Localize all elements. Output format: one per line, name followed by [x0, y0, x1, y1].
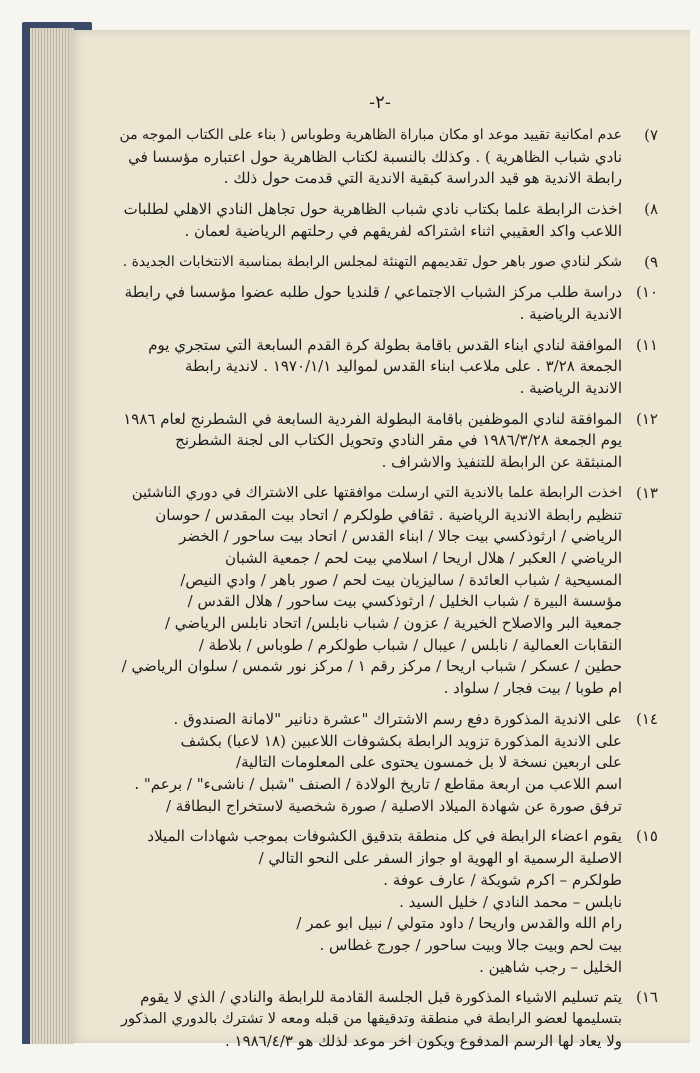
document-page: [70, 30, 690, 1050]
item-text-line: تنظيم رابطة الاندية الرياضية . ثقافي طولكرم / اتحاد بيت المقدس / حوسان: [155, 505, 622, 524]
item-number: ٧): [644, 126, 658, 144]
list-item: [116, 709, 656, 818]
item-number: ٩): [644, 252, 658, 271]
list-item: [116, 335, 656, 400]
item-text-line: بيت لحم وبيت جالا وبيت ساحور / جورج غطاس .: [319, 935, 622, 954]
item-text-line: نادي شباب الظاهرية ) . وكذلك بالنسبة لكتاب الظاهرية حول اعتباره مؤسسا في: [128, 147, 622, 166]
list-item: [116, 282, 656, 325]
item-number: ١٥): [636, 827, 658, 846]
list-item: [116, 483, 656, 700]
item-number: ٨): [644, 200, 658, 219]
item-text-line: بتسليمها لعضو الرابطة في منطقة وتدقيقها من قبله ومعه لا تشترك بالدوري المذكور: [121, 1011, 622, 1028]
item-text-line: يقوم اعضاء الرابطة في كل منطقة بتدقيق الكشوفات بموجب شهادات الميلاد: [147, 827, 622, 846]
item-text-line: رابطة الاندية هو قيد الدراسة كبقية الاندية التي قدمت حول ذلك .: [223, 169, 622, 188]
item-text-line: يوم الجمعة ١٩٨٦/٣/٢٨ في مقر النادي وتحويل الكتاب الى لجنة الشطرنج: [175, 431, 622, 450]
list-item: [116, 125, 656, 190]
item-text-line: على الاندية المذكورة دفع رسم الاشتراك "عشرة دنانير "لامانة الصندوق .: [173, 709, 622, 728]
item-text-line: ولا يعاد لها الرسم المدفوع ويكون اخر موعد لذلك هو ١٩٨٦/٤/٣ .: [224, 1031, 622, 1050]
item-text-line: الجمعة ٣/٢٨ . على ملاعب ابناء القدس لمواليد ١٩٧٠/١/١ . لاندية رابطة: [184, 357, 622, 376]
item-text-line: الرياضي / العكبر / هلال اريحا / اسلامي بيت لحم / جمعية الشبان: [225, 548, 622, 567]
item-text-line: الاندية الرياضية .: [519, 304, 622, 323]
item-text-line: ام طوبا / بيت فجار / سلواد .: [443, 679, 622, 698]
item-text-line: شكر لنادي صور باهر حول تقديمهم التهنئة لمجلس الرابطة بمناسبة الانتخابات الجديدة .: [122, 253, 622, 270]
item-text-line: الاصلية الرسمية او الهوية او جواز السفر على النحو التالي /: [258, 849, 622, 868]
list-item: [116, 409, 656, 474]
item-text-line: على الاندية المذكورة تزويد الرابطة بكشوفات اللاعبين (١٨ لاعبا) بكشف: [180, 731, 622, 750]
item-text-line: المنبثقة عن الرابطة للتنفيذ والاشراف .: [381, 453, 622, 472]
item-text-line: على اربعين نسخة لا بل خمسون يحتوى على المعلومات التالية/: [236, 753, 622, 772]
item-text-line: المسيحية / شباب العائدة / ساليزيان بيت لحم / صور باهر / وادي النيص/: [180, 570, 622, 589]
minutes-list: [116, 125, 656, 1061]
book-page-edges: [22, 28, 74, 1044]
item-text-line: دراسة طلب مركز الشباب الاجتماعي / قلنديا حول طلبه عضوا مؤسسا في رابطة: [124, 283, 622, 302]
list-item: [116, 987, 656, 1052]
page-number: -٢-: [369, 92, 391, 113]
item-text-line: طولكرم – اكرم شويكة / عارف عوفة .: [383, 870, 622, 889]
item-text-line: ترفق صورة عن شهادة الميلاد الاصلية / صورة شخصية لاستخراج البطاقة /: [165, 796, 622, 815]
item-number: ١٦): [636, 988, 658, 1007]
item-number: ١١): [636, 335, 658, 354]
item-text-line: اسم اللاعب من اربعة مقاطع / تاريخ الولادة / الصنف "شبل / ناشىء" / برعم" .: [134, 774, 622, 793]
item-text-line: يتم تسليم الاشياء المذكورة قبل الجلسة القادمة للرابطة والنادي / الذي لا يقوم: [140, 988, 622, 1007]
item-text-line: النقابات العمالية / نابلس / عيبال / شباب طولكرم / طوباس / بلاطة /: [198, 635, 622, 654]
item-number: ١٣): [636, 483, 658, 502]
item-text-line: الرياضي / ارثوذكسي بيت جالا / ابناء القدس / اتحاد بيت ساحور / الخضر: [179, 527, 622, 546]
item-text-line: اخذت الرابطة علما بكتاب نادي شباب الظاهرية حول تجاهل النادي الاهلي لطلبات: [123, 200, 622, 219]
item-text-line: اللاعب واكد العقيبي اثناء اشتراكه لفريقهم في رحلتهم الرياضية لعمان .: [184, 221, 622, 240]
list-item: [116, 826, 656, 978]
list-item: [116, 199, 656, 242]
item-text-line: الاندية الرياضية .: [519, 379, 622, 398]
item-number: ١٠): [636, 283, 658, 302]
item-text-line: عدم امكانية تقييد موعد او مكان مباراة الظاهرية وطوباس ( بناء على الكتاب الموجه من: [119, 127, 622, 143]
item-text-line: الموافقة لنادي ابناء القدس باقامة بطولة كرة القدم السابعة التي ستجري يوم: [148, 335, 622, 354]
item-text-line: اخذت الرابطة علما بالاندية التي ارسلت موافقتها على الاشتراك في دوري الناشئين: [131, 484, 622, 501]
item-text-line: الموافقة لنادي الموظفين باقامة البطولة الفردية السابعة في الشطرنج لعام ١٩٨٦: [123, 409, 622, 428]
item-text-line: رام الله والقدس واريحا / داود متولي / نبيل ابو عمر /: [296, 914, 622, 933]
item-text-line: جمعية البر والاصلاح الخيرية / عزون / شباب نابلس/ اتحاد نابلس الرياضي /: [164, 614, 622, 633]
item-number: ١٢): [636, 409, 658, 428]
item-number: ١٤): [636, 709, 658, 728]
item-text-line: الخليل – رجب شاهين .: [479, 957, 622, 976]
item-text-line: مؤسسة البيرة / شباب الخليل / ارثوذكسي بيت ساحور / هلال القدس /: [187, 592, 622, 611]
item-text-line: حطين / عسكر / شباب اريحا / مركز رقم ١ / مركز نور شمس / سلوان الرياضي /: [121, 657, 622, 676]
item-text-line: نابلس – محمد النادي / خليل السيد .: [399, 892, 622, 911]
list-item: [116, 252, 656, 274]
